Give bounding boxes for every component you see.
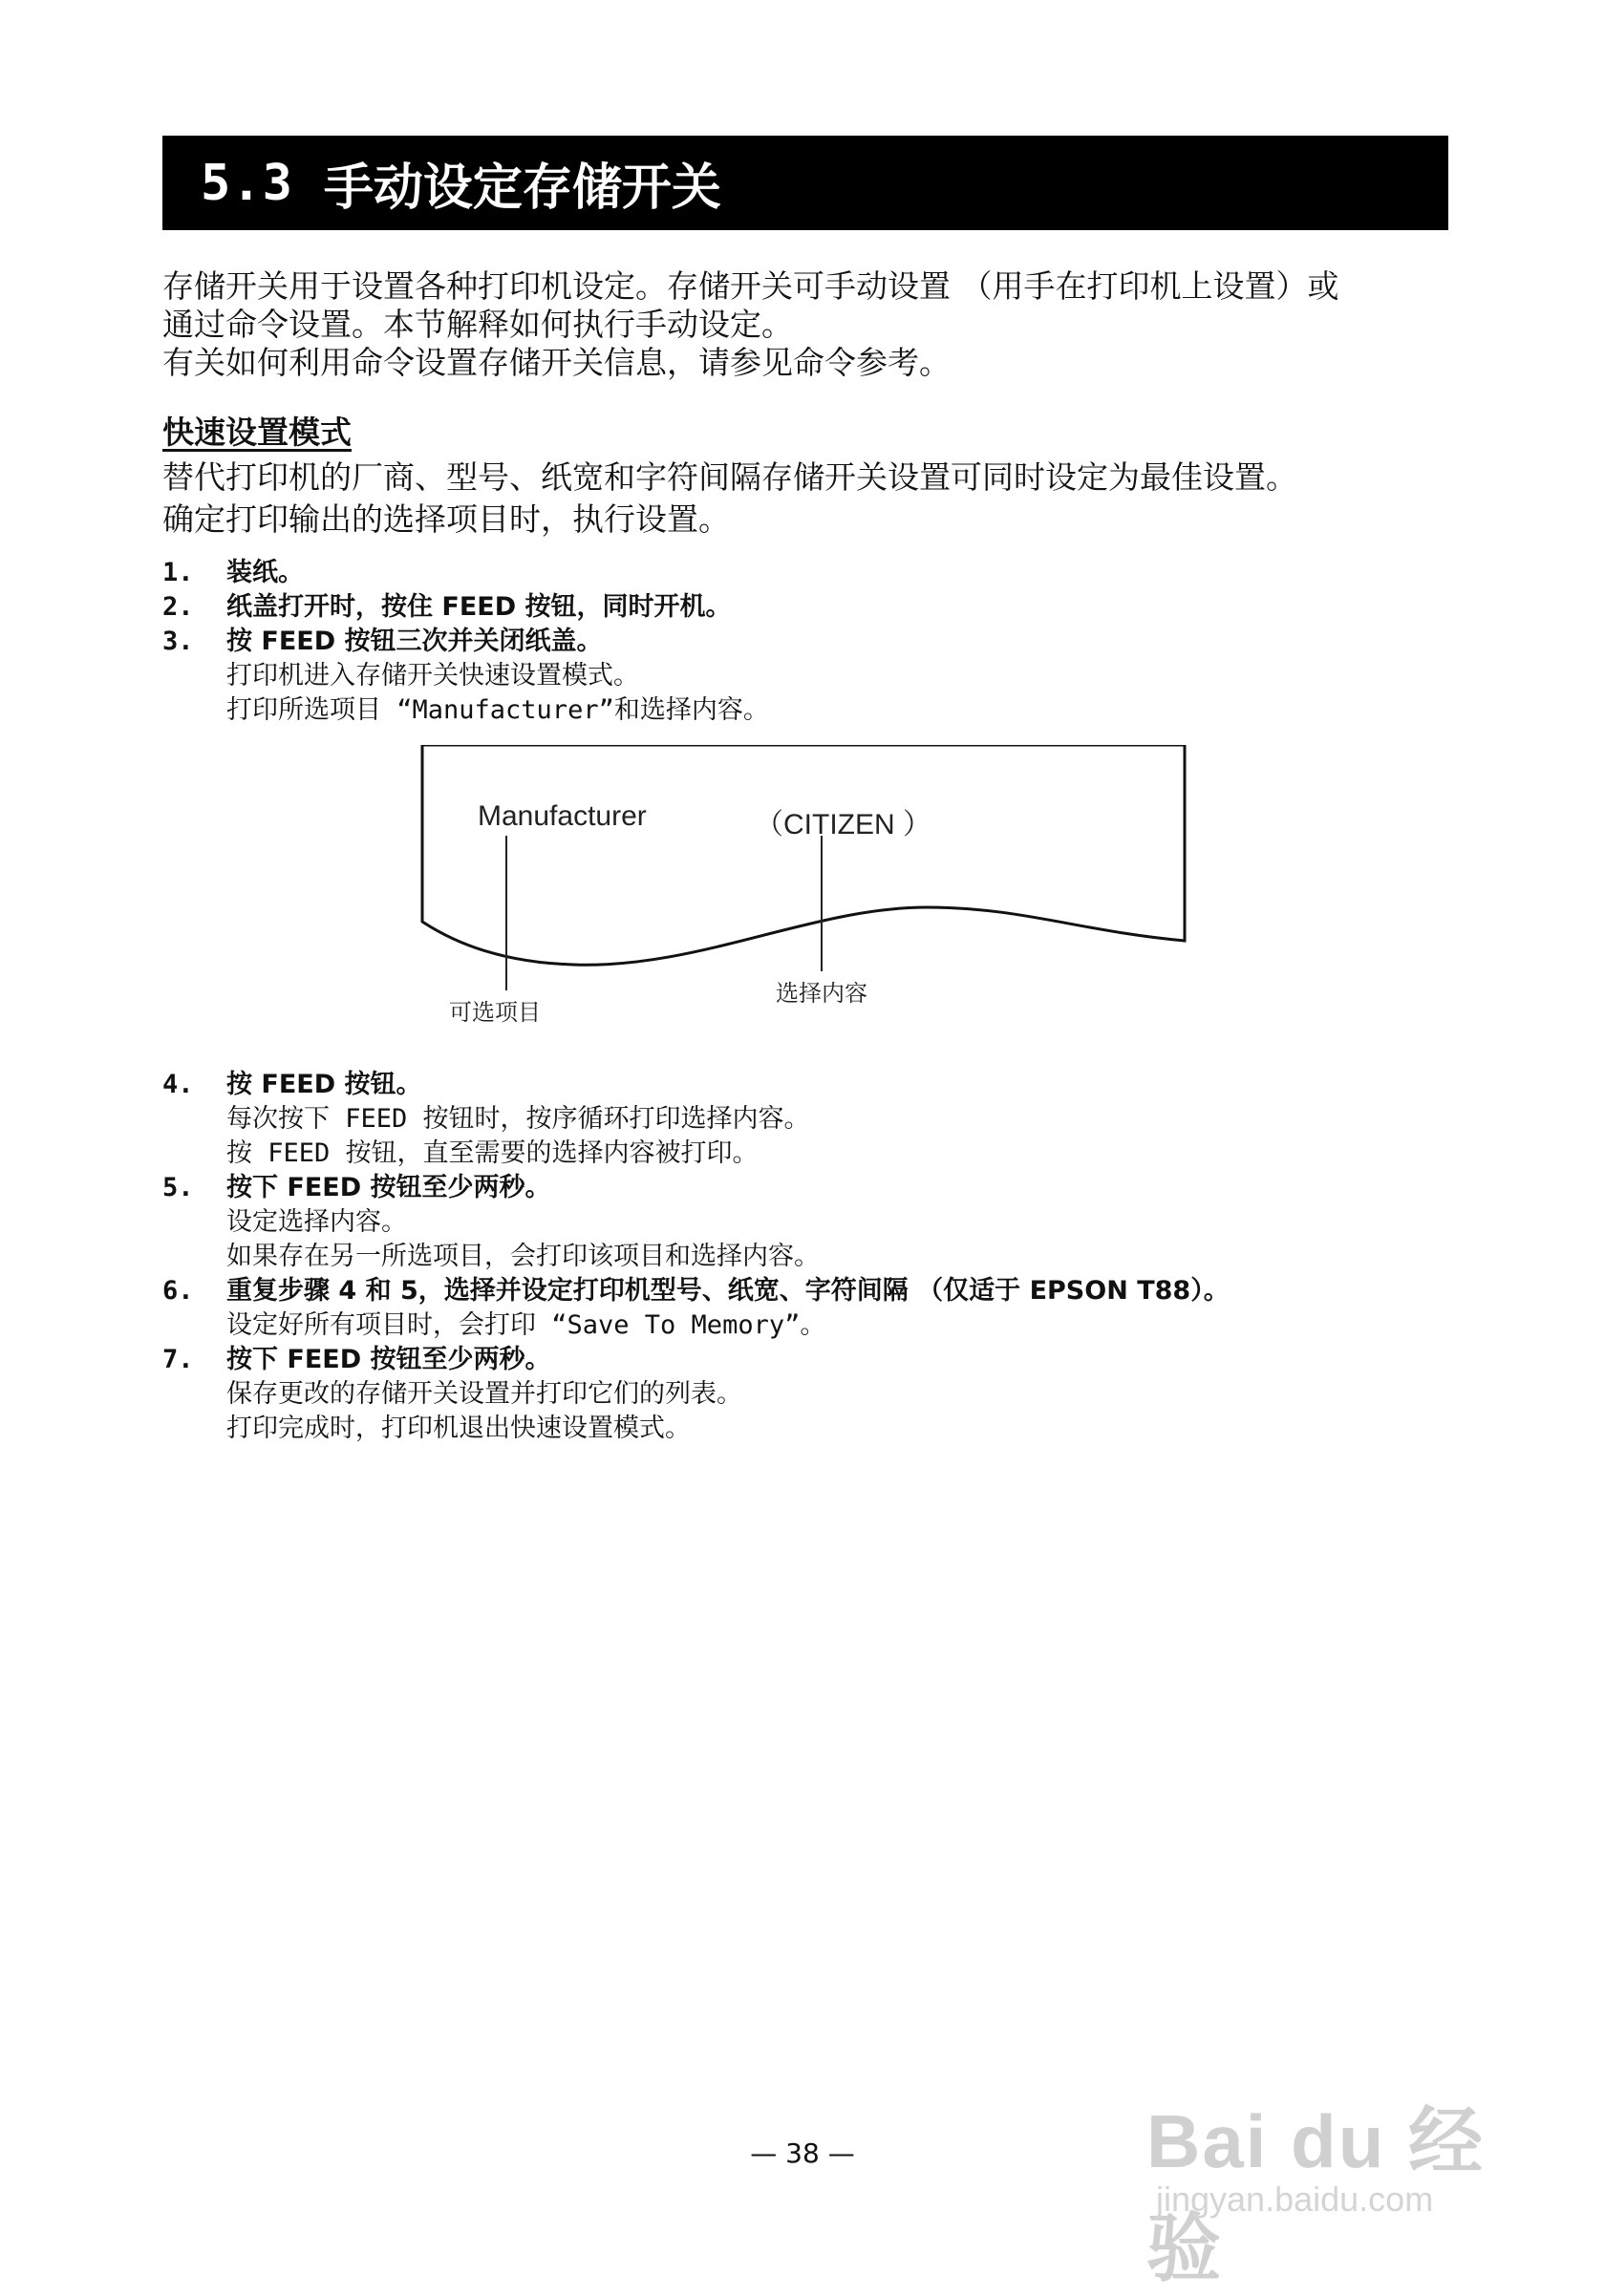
intro-line: 存储开关用于设置各种打印机设定。存储开关可手动设置 （用手在打印机上设置）或 [162,267,1339,305]
baidu-jingyan-watermark [1137,2053,1538,2290]
step-detail: 设定好所有项目时，会打印 “Save To Memory”。 [226,1310,826,1340]
item-caption: 可选项目 [449,999,541,1026]
intro-line: 通过命令设置。本节解释如何执行手动设定。 [162,306,793,343]
paper-outline [422,745,1185,965]
intro-line: 有关如何利用命令设置存储开关信息，请参见命令参考。 [162,344,951,381]
page-number: — 38 — [750,2137,855,2169]
intro-paragraph [162,267,1462,382]
step-number: 1. [162,558,194,587]
value-caption: 选择内容 [776,980,867,1007]
step-detail: 每次按下 FEED 按钮时，按序循环打印选择内容。 [226,1104,810,1134]
step-4 [162,1068,1462,1171]
step-heading: 按下 FEED 按钮至少两秒。 [226,1345,551,1374]
step-3 [162,625,1462,728]
step-heading: 重复步骤 4 和 5，选择并设定打印机型号、纸宽、字符间隔 （仅适于 EPSON T88）。 [226,1276,1230,1306]
step-detail: 保存更改的存储开关设置并打印它们的列表。 [226,1379,742,1409]
step-detail: 打印机进入存储开关快速设置模式。 [226,661,639,691]
quick-setup-line: 确定打印输出的选择项目时，执行设置。 [162,500,730,538]
quick-setup-heading: 快速设置模式 [162,414,352,451]
watermark-url: jingyan.baidu.com [1156,2179,1434,2219]
step-6 [162,1274,1462,1343]
step-heading: 按 FEED 按钮三次并关闭纸盖。 [226,627,603,656]
step-detail: 设定选择内容。 [226,1207,407,1237]
step-detail: 打印完成时，打印机退出快速设置模式。 [226,1414,691,1443]
step-heading: 纸盖打开时，按住 FEED 按钮，同时开机。 [226,592,732,622]
step-number: 5. [162,1173,194,1202]
step-number: 7. [162,1345,194,1374]
step-number: 4. [162,1070,194,1099]
step-number: 3. [162,627,194,656]
step-detail: 按 FEED 按钮，直至需要的选择内容被打印。 [226,1138,759,1168]
section-number: 5.3 [201,154,293,212]
step-2 [162,590,1462,625]
step-7 [162,1343,1462,1446]
quick-setup-body [162,457,1462,541]
step-heading: 按 FEED 按钮。 [226,1070,422,1099]
step-1 [162,556,1462,590]
printed-item-label: Manufacturer [478,800,647,832]
step-detail: 打印所选项目 “Manufacturer”和选择内容。 [226,695,769,725]
watermark-logo: Bai du 经验 [1146,2099,1486,2290]
section-title: 手动设定存储开关 [323,159,721,217]
steps-list-part-1 [162,556,1462,728]
printed-value-label: （CITIZEN ） [755,809,931,840]
printout-diagram [411,745,1194,1031]
step-5 [162,1171,1462,1274]
section-title-bar [162,136,1448,230]
step-number: 6. [162,1276,194,1306]
steps-list-part-2 [162,1068,1462,1446]
step-detail: 如果存在另一所选项目，会打印该项目和选择内容。 [226,1242,820,1271]
step-heading: 按下 FEED 按钮至少两秒。 [226,1173,551,1202]
step-heading: 装纸。 [226,558,304,587]
quick-setup-line: 替代打印机的厂商、型号、纸宽和字符间隔存储开关设置可同时设定为最佳设置。 [162,458,1297,496]
step-number: 2. [162,592,194,622]
